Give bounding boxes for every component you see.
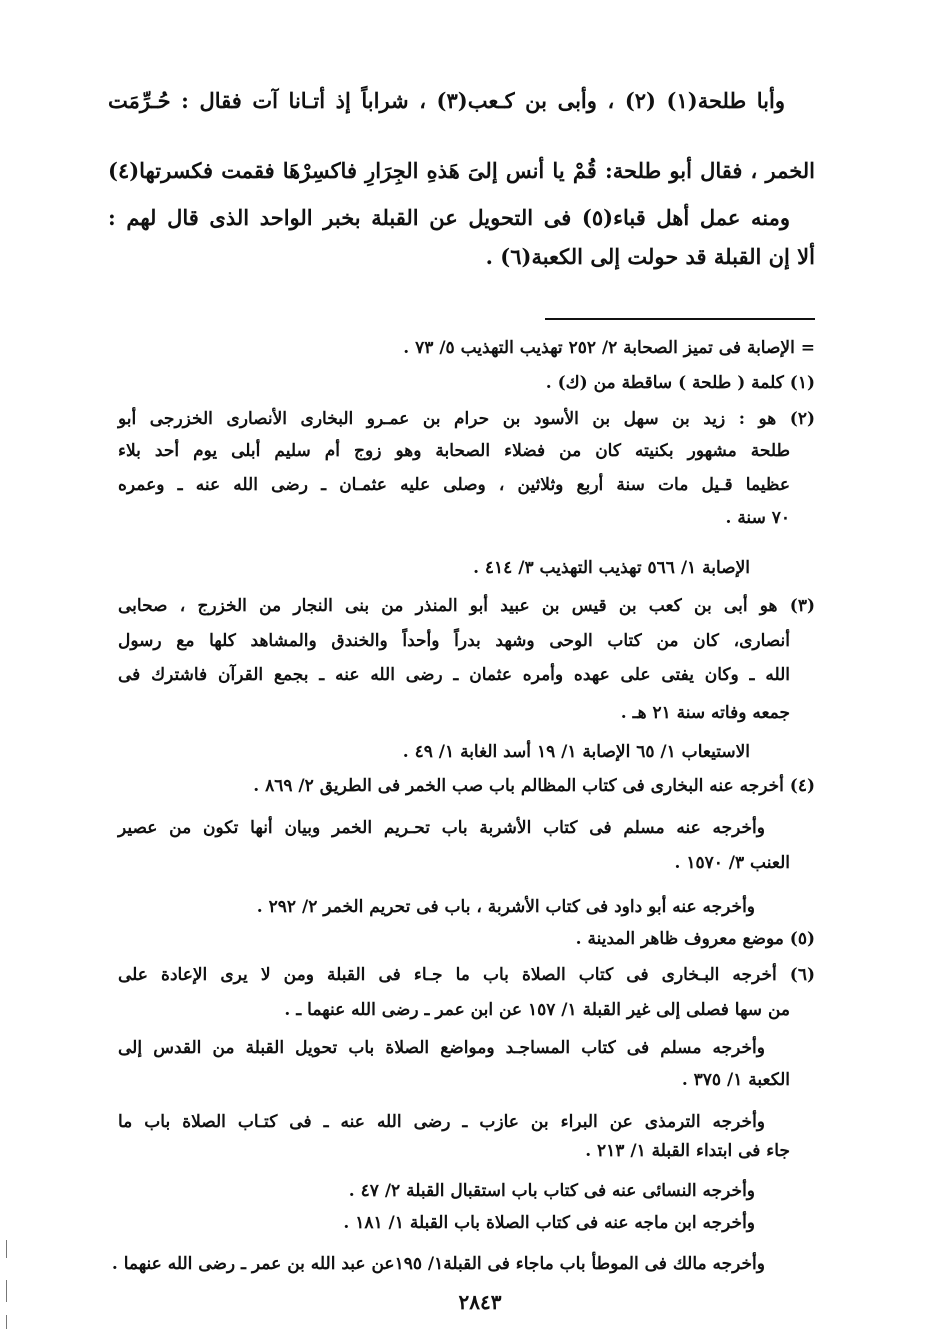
footnote-6-line-9: وأخرجه مالك فى الموطأ باب ماجاء فى القبلة١/ ١٩٥عن عبد الله بن عمر ـ رضى الله عنهما . [111,1254,765,1274]
scan-edge-mark [6,1315,7,1329]
footnote-6-line-5: وأخرجه الترمذى عن البراء بن عازب ـ رضى الله عنه ـ فى كتـاب الصلاة باب ما [118,1112,765,1132]
footnote-3-reference: الاستيعاب ١/ ٦٥ الإصابة ١/ ١٩ أسد الغابة ١/ ٤٩ . [402,742,750,762]
footnote-6-line-7: وأخرجه النسائى عنه فى كتاب باب استقبال القبلة ٢/ ٤٧ . [348,1181,755,1201]
footnote-2-line-1: (٢) هو : زيد بن سهل بن الأسود بن حرام بن عمـرو البخارى الأنصارى الخزرجى أبو [118,409,815,429]
footnote-1: (١) كلمة ( طلحة ) ساقطة من (ك) . [545,373,815,393]
main-text-line-3: ومنه عمل أهل قباء(٥) فى التحويل عن القبلة بخبر الواحد الذى قال لهم : [108,205,791,230]
footnote-3-line-3: الله ـ وكان يفتى على عهده وأمره عثمان ـ رضى الله عنه ـ بجمع القرآن فاشترك فى [118,665,790,685]
footnote-separator [545,318,815,320]
page-number: ٢٨٤٣ [458,1290,502,1314]
main-text-line-2: الخمر ، فقال أبو طلحة: قُمْ يا أنس إلىَ هَذهِ الجِرَارِ فاكسِرْهَا فقمت فكسرتها(٤) [108,158,815,183]
scan-edge-mark [6,1240,7,1258]
footnote-6-line-8: وأخرجه ابن ماجه عنه فى كتاب الصلاة باب القبلة ١/ ١٨١ . [343,1213,755,1233]
footnote-4-line-4: وأخرجه عنه أبو داود فى كتاب الأشربة ، باب فى تحريم الخمر ٢/ ٢٩٢ . [256,897,755,917]
footnote-2-line-4: ٧٠ سنة . [725,508,790,528]
footnote-3-line-2: أنصارى، كان من كتاب الوحى وشهد بدراً وأحداً والخندق والمشاهد كلها مع رسول [118,631,790,651]
footnote-6-line-1: (٦) أخرجه البـخارى فى كتاب الصلاة باب ما جـاء فى القبلة ومن لا يرى الإعادة على [118,965,815,985]
footnote-continuation: = الإصابة فى تميز الصحابة ٢/ ٢٥٢ تهذيب التهذيب ٥/ ٧٣ . [403,338,815,358]
footnote-2-line-3: عظيما قـيل مات سنة أربع وثلاثين ، وصلى عليه عثمـان ـ رضى الله عنه ـ وعمره [118,475,790,495]
footnote-3-line-1: (٣) هو أبى بن كعب بن قيس بن عبيد أبو المنذر من بنى النجار من الخزرج ، صحابى [118,596,815,616]
footnote-2-reference: الإصابة ١/ ٥٦٦ تهذيب التهذيب ٣/ ٤١٤ . [473,558,750,578]
footnote-6-line-4: الكعبة ١/ ٣٧٥ . [681,1070,790,1090]
footnote-2-line-2: طلحة مشهور بكنيته كان من فضلاء الصحابة وهو زوج أم سليم أبلى يوم أحد بلاء [118,441,790,461]
main-text-line-1: وأبا طلحة(١) (٢) ، وأبى بن كـعب(٣) ، شراباً إذ أتـانا آت فقال : حُـرِّمَت [108,88,785,113]
scan-edge-mark [6,1280,7,1302]
footnote-5: (٥) موضع معروف ظاهر المدينة . [575,929,815,949]
footnote-6-line-3: وأخرجه مسلم فى كتاب المساجـد ومواضع الصلاة باب تحويل القبلة من القدس إلى [118,1038,765,1058]
footnote-6-line-6: جاء فى ابتداء القبلة ١/ ٢١٣ . [585,1141,790,1161]
main-text-line-4: ألا إن القبلة قد حولت إلى الكعبة(٦) . [485,244,815,269]
footnote-4-line-3: العنب ٣/ ١٥٧٠ . [674,853,790,873]
footnote-4-line-1: (٤) أخرجه عنه البخارى فى كتاب المظالم باب صب الخمر فى الطريق ٢/ ٨٦٩ . [253,776,815,796]
footnote-6-line-2: من سها فصلى إلى غير القبلة ١/ ١٥٧ عن ابن عمر ـ رضى الله عنهما ـ . [284,1000,790,1020]
footnote-4-line-2: وأخرجه عنه مسلم فى كتاب الأشربة باب تحـريم الخمر وبيان أنها تكون من عصير [118,818,765,838]
footnote-3-line-4: جمعه وفاته سنة ٢١ هـ . [620,703,790,723]
